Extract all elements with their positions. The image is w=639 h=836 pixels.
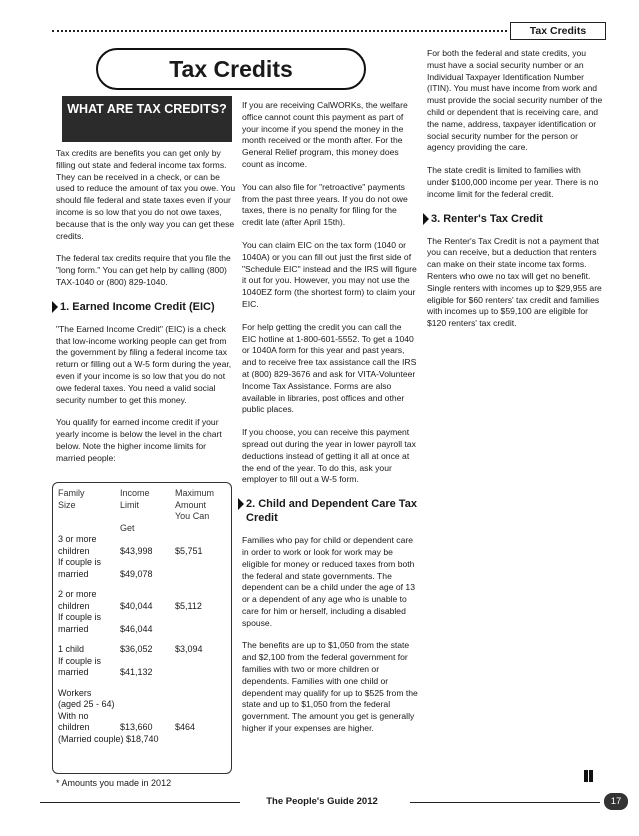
table-header-row-2	[58, 500, 226, 512]
section-arrow-icon	[238, 498, 244, 510]
column-three	[427, 48, 603, 341]
dependent-care-heading	[246, 497, 418, 525]
eic-paragraph-2: You qualify for earned income credit if your yearly income is below the level in the chart below. Note the higher income limits for married people:	[56, 417, 222, 463]
table-header-row-1	[58, 488, 226, 500]
footer-rule-right	[410, 802, 600, 803]
eic-heading	[60, 300, 236, 314]
table-row: 3 or more	[58, 534, 97, 544]
footer-rule-left	[40, 802, 240, 803]
column-one	[56, 148, 236, 476]
dependent-care-heading-text: 2. Child and Dependent Care Tax Credit	[246, 498, 417, 525]
table-row: If couple is	[58, 557, 102, 567]
head-amount: Amount	[175, 499, 207, 510]
col2-paragraph-1: If you are receiving CalWORKs, the welfare office cannot count this payment as part of your income if you spend the money in the month received or the month after. For the General Relief program, this money does count as income.	[242, 100, 408, 169]
page-title: Tax Credits	[96, 48, 366, 90]
table-row: children $40,044 $5,112	[58, 600, 202, 611]
column-two	[242, 100, 418, 746]
table-row: 2 or more	[58, 589, 97, 599]
table-row: Workers	[58, 687, 92, 698]
renter-paragraph-1: The Renter's Tax Credit is not a payment that you can receive, but a deduction that renters can make on their state income tax forms. Renters who owe no tax will get no benefit. Single renters with incomes up to $29,955 are eligible for $60 renters' tax credit and families with incomes up to $59,100 are eligible for $120 renters' tax credit.	[427, 235, 602, 329]
head-family: Family	[58, 488, 85, 498]
section-arrow-icon	[423, 213, 429, 225]
section-tag: Tax Credits	[510, 22, 606, 40]
col2-paragraph-3: You can claim EIC on the tax form (1040 or 1040A) or you can fill out just the first side of "Schedule EIC" instead and the IRS will figure it out for you. However, you may not use the 1040EZ form (the shortest form) to claim your EIC.	[242, 239, 417, 309]
renter-credit-heading	[431, 212, 603, 226]
table-row: If couple is	[58, 655, 102, 666]
col3-paragraph-1: For both the federal and state credits, you must have a social security number or an Individual Taxpayer Identification Number (ITIN). You must have income from work and must provide the social security number of the child or dependent that is receiving care, and the name, address, taxpayer identification or social security number for the person or agency providing the care.	[427, 48, 603, 153]
table-row: children $13,660 $464	[58, 722, 196, 732]
col2-paragraph-5: If you choose, you can receive this payment spread out during the year in lower payroll tax deductions instead of getting it all at once at the end of the year. To do this, ask your employer to fill out a W-5 form.	[242, 427, 416, 485]
page-number: 17	[604, 793, 628, 810]
income-limit-table	[52, 482, 232, 774]
eic-paragraph-1: "The Earned Income Credit" (EIC) is a check that low-income working people can get from the government by filing a federal income tax return or filling out a W-5 form during the year, even if your income is so low that you do not owe federal taxes. You need a valid social security number to get this money.	[56, 323, 232, 405]
table-row: If couple is	[58, 612, 102, 622]
dependent-paragraph-1: Families who pay for child or dependent care in order to work or look for work may be eligible for money or reduced taxes from both the federal and state governments. The dependent can be a child under the age of 13 or a dependent of any age who is unable to care for him or herself, including a disabled spouse.	[242, 535, 415, 628]
col3-paragraph-2: The state credit is limited to families with under $100,000 income per year. There is no income limit for the federal credit.	[427, 165, 599, 199]
table-row: (aged 25 - 64)	[58, 699, 115, 709]
table-row: married $46,044	[58, 623, 153, 634]
table-row: married $41,132	[58, 667, 153, 677]
head-income: Income	[120, 488, 150, 498]
head-max: Maximum	[175, 488, 215, 498]
table-header-row-4	[58, 523, 226, 535]
table-row: (Married couple) $18,740	[58, 733, 159, 744]
footer-guide-title: The People's Guide 2012	[266, 796, 378, 807]
what-are-tax-credits-heading: WHAT ARE TAX CREDITS?	[62, 96, 232, 142]
intro-paragraph-2: The federal tax credits require that you file the "long form." You can get help by calling (800) TAX-1040 or (800) 829-1040.	[56, 253, 231, 287]
head-get: Get	[120, 522, 135, 533]
table-row: 1 child $36,052 $3,094	[58, 644, 203, 654]
table-row: With no	[58, 710, 89, 721]
col2-paragraph-2: You can also file for "retroactive" payments from the past three years. If you do not owe taxes, there is no penalty for filing for the credit late (after April 15th).	[242, 181, 408, 228]
table-header-row-3	[58, 511, 226, 523]
renter-credit-heading-text: 3. Renter's Tax Credit	[431, 212, 543, 225]
table-row: married $49,078	[58, 568, 153, 579]
header-dotted-rule	[52, 30, 507, 32]
head-can: You Can	[175, 511, 210, 521]
col2-paragraph-4: For help getting the credit you can call the EIC hotline at 1-800-601-5552. To get a 1040 or 1040A form for this year and past years, and to receive free tax assistance call the IRS at (800) 829-3676 and ask for VITA-Volunteer Income Tax Assistance. Forms are also available in libraries, post offices and other public places.	[242, 321, 417, 415]
dependent-paragraph-2: The benefits are up to $1,050 from the state and $2,100 from the federal government for families with two or more children or dependents. Families with one child or dependent may qualify for up to $525 from the state and up to $1,050 from the federal government. The amount you get is generally higher if your expenses are higher.	[242, 640, 418, 734]
eic-heading-text: 1. Earned Income Credit (EIC)	[60, 300, 215, 313]
book-end-icon	[584, 770, 593, 782]
head-size: Size	[58, 499, 76, 510]
table-row: children $43,998 $5,751	[58, 545, 203, 556]
intro-paragraph-1: Tax credits are benefits you can get only by filling out state and federal income tax forms. They can be received in a check, or can be used to reduce the amount of tax you owe. You should file federal and state taxes even if your income is so low that you do not owe taxes, because that is the only way you can get these credits.	[56, 148, 236, 241]
head-limit: Limit	[120, 499, 140, 510]
section-arrow-icon	[52, 301, 58, 313]
footnote: * Amounts you made in 2012	[56, 778, 172, 788]
